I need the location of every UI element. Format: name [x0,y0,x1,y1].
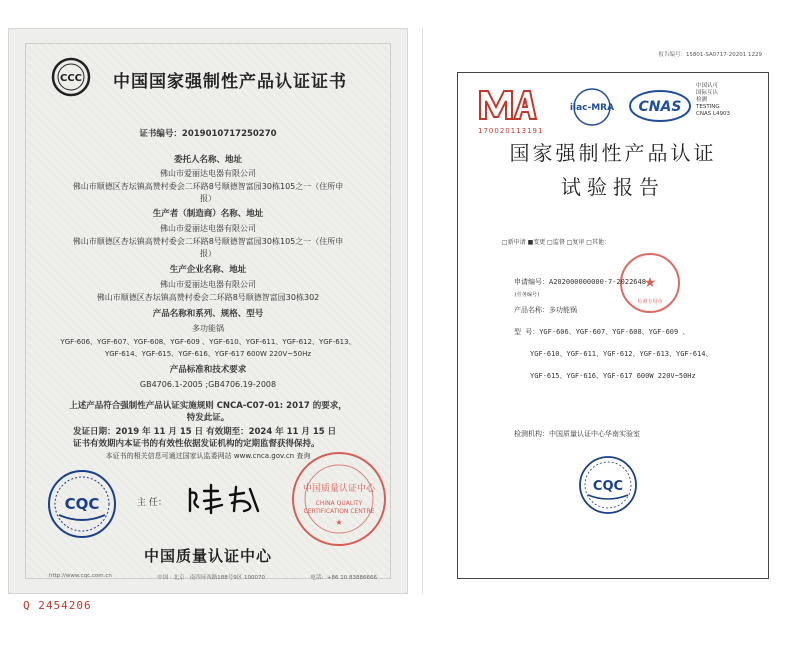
report-product-name: 产品名称：多功能锅 [514,306,577,314]
conformity-line-2: 特发此证。 [186,413,230,423]
product-name: 多功能锅 [192,324,224,333]
cnas-side-line-3: 检测 [696,97,708,103]
client-name: 佛山市爱丽达电器有限公司 [160,169,256,178]
svg-text:CHINA QUALITY: CHINA QUALITY [315,500,363,507]
cnas-side-line-1: 中国认可 [696,83,719,89]
client-address-1: 佛山市顺德区杏坛镇高赞村委会二环路8号顺德智富园30栋105之一（住所申 [72,182,344,191]
task-number-label: (任务编号) [514,292,541,298]
ccc-logo-text: CCC [59,73,83,84]
maker-address-2: 报） [200,249,216,258]
report-frame [457,72,769,579]
conformity-line-1: 上述产品符合强制性产品认证实施规则 CNCA-C07-01: 2017 的要求， [69,401,347,411]
validity-note: 证书有效期内本证书的有效性依据发证机构的定期监督获得保持。 [73,439,320,449]
director-signature [184,481,264,515]
report-model-line-1: 型 号：YGF-606、YGF-607、YGF-608、YGF-609 、 [514,328,690,336]
cnas-side-line-4: TESTING [696,104,720,110]
client-heading: 委托人名称、地址 [173,155,242,165]
ma-logo-icon [476,85,538,125]
ccc-logo-icon [51,57,91,97]
footer-address: 中国 · 北京 · 南四环西路188号9区 100070 [157,575,265,581]
report-title-line-2: 试验报告 [561,175,665,199]
issuing-center-name: 中国质量认证中心 [143,547,272,565]
factory-address: 佛山市顺德区杏坛镇高赞村委会二环路8号顺德智富园30栋302 [96,293,320,302]
report-type-checkboxes: □新申请 ■变更 □监督 □复审 □其他： [502,239,610,246]
certification-seal [289,449,389,549]
report-title-line-1: 国家强制性产品认证 [509,141,717,165]
report-model-line-3: YGF-615、YGF-616、YGF-617 600W 220V~50Hz [530,372,696,380]
cnas-side-text [696,83,730,118]
client-address-2: 报） [200,194,216,203]
footer-phone: 电话：+86 10 83886666 [310,575,377,581]
ma-number: 170020113191 [478,127,544,135]
maker-name: 佛山市爱丽达电器有限公司 [160,224,256,233]
svg-text:★: ★ [643,275,657,291]
ilac-mra-logo-icon [564,87,620,127]
director-label: 主 任： [137,498,167,508]
testing-laboratory: 检测机构：中国质量认证中心华南实验室 [514,430,640,438]
standard-heading: 产品标准和技术要求 [169,365,247,375]
standards: GB4706.1-2005 ;GB4706.19-2008 [139,380,277,389]
svg-text:CERTIFICATION CENTRE: CERTIFICATION CENTRE [303,508,375,515]
issue-and-expiry-date: 发证日期：2019 年 11 月 15 日 有效期至：2024 年 11 月 15 日 [73,427,337,437]
application-number: 申请编号：A202000000000-7-2022648 [514,278,646,286]
ilac-logo-text: ilac-MRA [569,103,615,113]
cnas-logo-text: CNAS [638,99,682,115]
report-cqc-logo-text: CQC [592,479,624,494]
maker-address-1: 佛山市顺德区杏坛镇高赞村委会二环路8号顺德智富园30栋105之一（住所申 [72,237,344,246]
certificate-title: 中国国家强制性产品认证证书 [113,72,347,92]
footer-url: http://www.cqc.com.cn [49,573,112,579]
certificate-footer [49,573,377,581]
ccc-certificate [8,28,408,612]
product-heading: 产品名称和系列、规格、型号 [152,309,264,319]
certificate-serial: Q 2454206 [23,599,92,612]
cnas-side-line-2: 国际互认 [696,90,719,96]
cnas-logo-icon [628,89,692,123]
cqc-logo-text: CQC [64,495,100,513]
test-report [422,28,780,594]
factory-heading: 生产企业名称、地址 [169,265,247,275]
product-models-1: YGF-606、YGF-607、YGF-608、YGF-609 、YGF-610、YGF-611、YGF-612、YGF-613、 [60,338,356,346]
maker-heading: 生产者（制造商）名称、地址 [152,209,264,219]
svg-text:★: ★ [335,518,343,527]
factory-name: 佛山市爱丽达电器有限公司 [160,280,256,289]
certificate-number: 证书编号：2019010717250270 [139,129,277,139]
report-model-line-2: YGF-610、YGF-611、YGF-612、YGF-613、YGF-614、 [530,350,713,358]
cnas-side-line-5: CNAS L4903 [696,111,731,117]
cqc-logo-icon [47,469,117,539]
svg-text:检测专用章: 检测专用章 [637,299,663,305]
query-note: 本证书的相关信息可通过国家认监委网站 www.cnca.gov.cn 查询 [105,452,311,460]
report-reference-number: 报告编号：15801-SA0717-20201 1229 [658,52,762,58]
svg-text:中国质量认证中心: 中国质量认证中心 [302,484,376,494]
report-cqc-logo-icon [578,455,638,515]
product-models-2: YGF-614、YGF-615、YGF-616、YGF-617 600W 220V~50Hz [104,350,312,358]
